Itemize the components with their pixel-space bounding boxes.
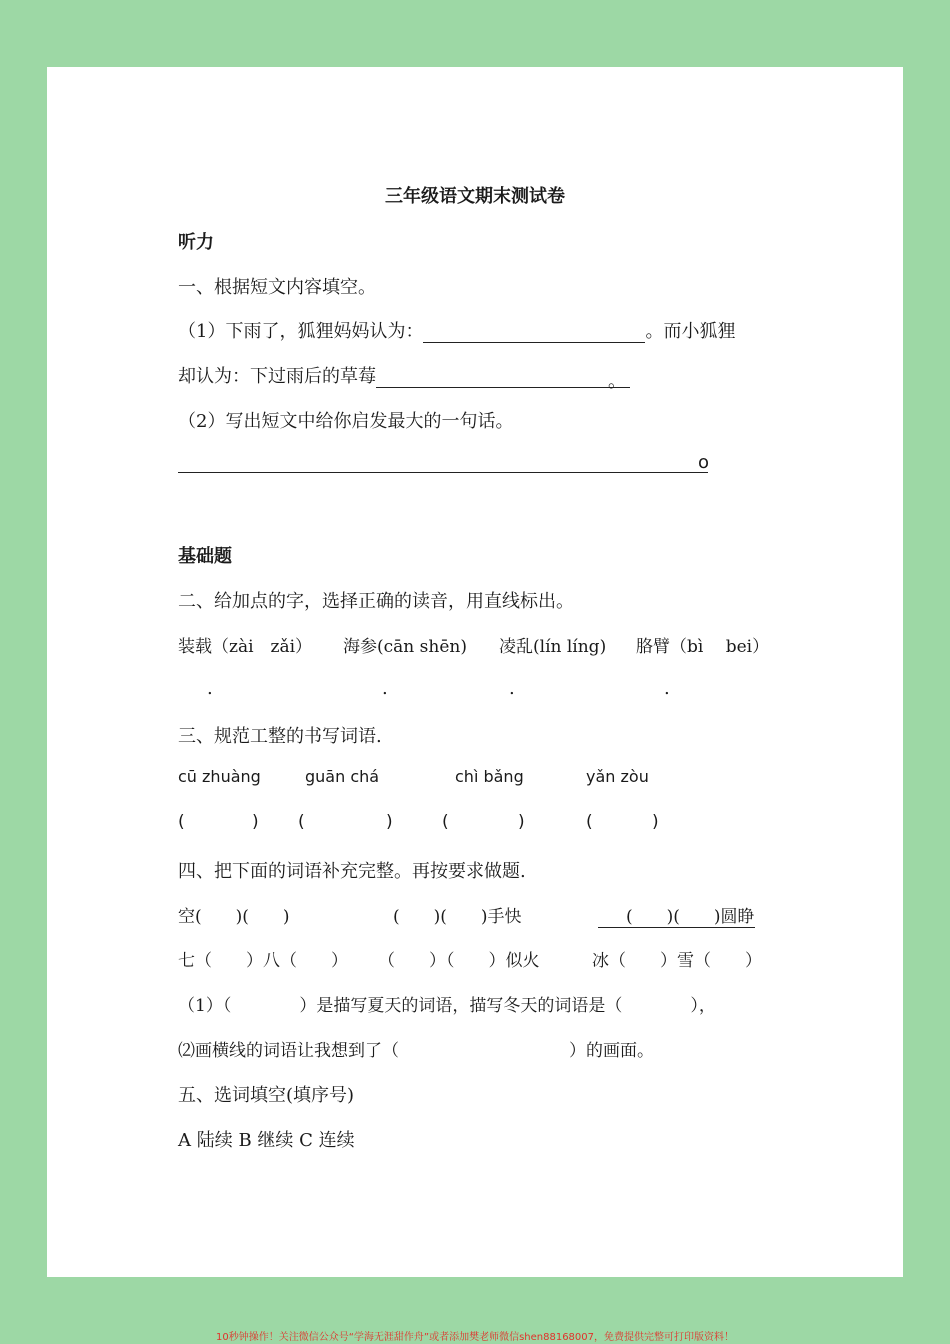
- emphasis-dot: .: [207, 678, 213, 699]
- question-1-1-text: （1）下雨了，狐狸妈妈认为：: [178, 321, 424, 342]
- question-2: 二、给加点的字，选择正确的读音，用直线标出。: [178, 591, 574, 612]
- question-5-options: A 陆续 B 继续 C 连续: [178, 1130, 355, 1151]
- paren-close: ): [386, 812, 393, 832]
- question-1-1-line: [178, 317, 735, 343]
- pinyin-word: guān chá: [305, 767, 380, 786]
- question-5: 五、选词填空(填序号): [178, 1085, 355, 1106]
- answer-blank[interactable]: [423, 322, 645, 343]
- section-heading-basic: 基础题: [178, 546, 232, 567]
- question-4: 四、把下面的词语补充完整。再按要求做题.: [178, 861, 526, 882]
- idiom-blank: ( )( )手快: [393, 907, 522, 927]
- idiom-blank: 七（ ）八（ ）: [178, 951, 348, 971]
- section-heading-listening: 听力: [178, 232, 214, 253]
- paper-sheet: [47, 67, 903, 1277]
- question-1-1-line-2: [178, 362, 630, 392]
- paren-open: (: [586, 812, 593, 832]
- question-1: 一、根据短文内容填空。: [178, 277, 376, 298]
- pinyin-word: cū zhuàng: [178, 767, 261, 786]
- question-1-2-answer-line: [178, 452, 708, 473]
- page-title: 三年级语文期末测试卷: [385, 186, 565, 207]
- question-1-1-text-2: 。而小狐狸: [645, 321, 736, 342]
- pinyin-choice-item: 凌乱(lín líng): [499, 637, 607, 657]
- idiom-blank: （ ）（ ）似火: [378, 951, 540, 971]
- answer-blank[interactable]: [178, 452, 698, 473]
- pinyin-word: chì bǎng: [455, 767, 524, 786]
- paren-open: (: [178, 812, 185, 832]
- emphasis-dot: .: [664, 678, 670, 699]
- idiom-blank: 空( )( ): [178, 907, 290, 927]
- pinyin-choice-item: 装载（zài zǎi）: [178, 637, 313, 657]
- pinyin-word: yǎn zòu: [586, 767, 649, 786]
- paren-close: ): [518, 812, 525, 832]
- emphasis-dot: .: [509, 678, 515, 699]
- question-1-2: （2）写出短文中给你启发最大的一句话。: [178, 411, 514, 432]
- question-4-2: ⑵画横线的词语让我想到了（ ）的画面。: [178, 1041, 654, 1061]
- paren-close: ): [252, 812, 259, 832]
- question-4-1: （1）（ ）是描写夏天的词语，描写冬天的词语是（ ），: [178, 996, 716, 1016]
- answer-blank-end: 。: [608, 367, 630, 388]
- paren-open: (: [442, 812, 449, 832]
- emphasis-dot: .: [382, 678, 388, 699]
- paren-close: ): [652, 812, 659, 832]
- idiom-blank: 冰（ ）雪（ ）: [592, 951, 762, 971]
- question-1-1-text-3: 却认为：下过雨后的草莓: [178, 366, 376, 387]
- footer-promo-text: 10秒钟操作！关注微信公众号“学海无涯甜作舟”或者添加樊老师微信shen88168007，免费提供完整可打印版资料！: [215, 1332, 735, 1343]
- pinyin-choice-item: 胳臂（bì bei）: [636, 637, 770, 657]
- pinyin-choice-item: 海参(cān shēn): [343, 637, 467, 657]
- paren-open: (: [298, 812, 305, 832]
- end-mark: o: [698, 452, 710, 473]
- question-3: 三、规范工整的书写词语.: [178, 726, 382, 747]
- answer-blank[interactable]: [376, 367, 608, 388]
- idiom-blank-underlined: ( )( )圆睁: [598, 902, 755, 928]
